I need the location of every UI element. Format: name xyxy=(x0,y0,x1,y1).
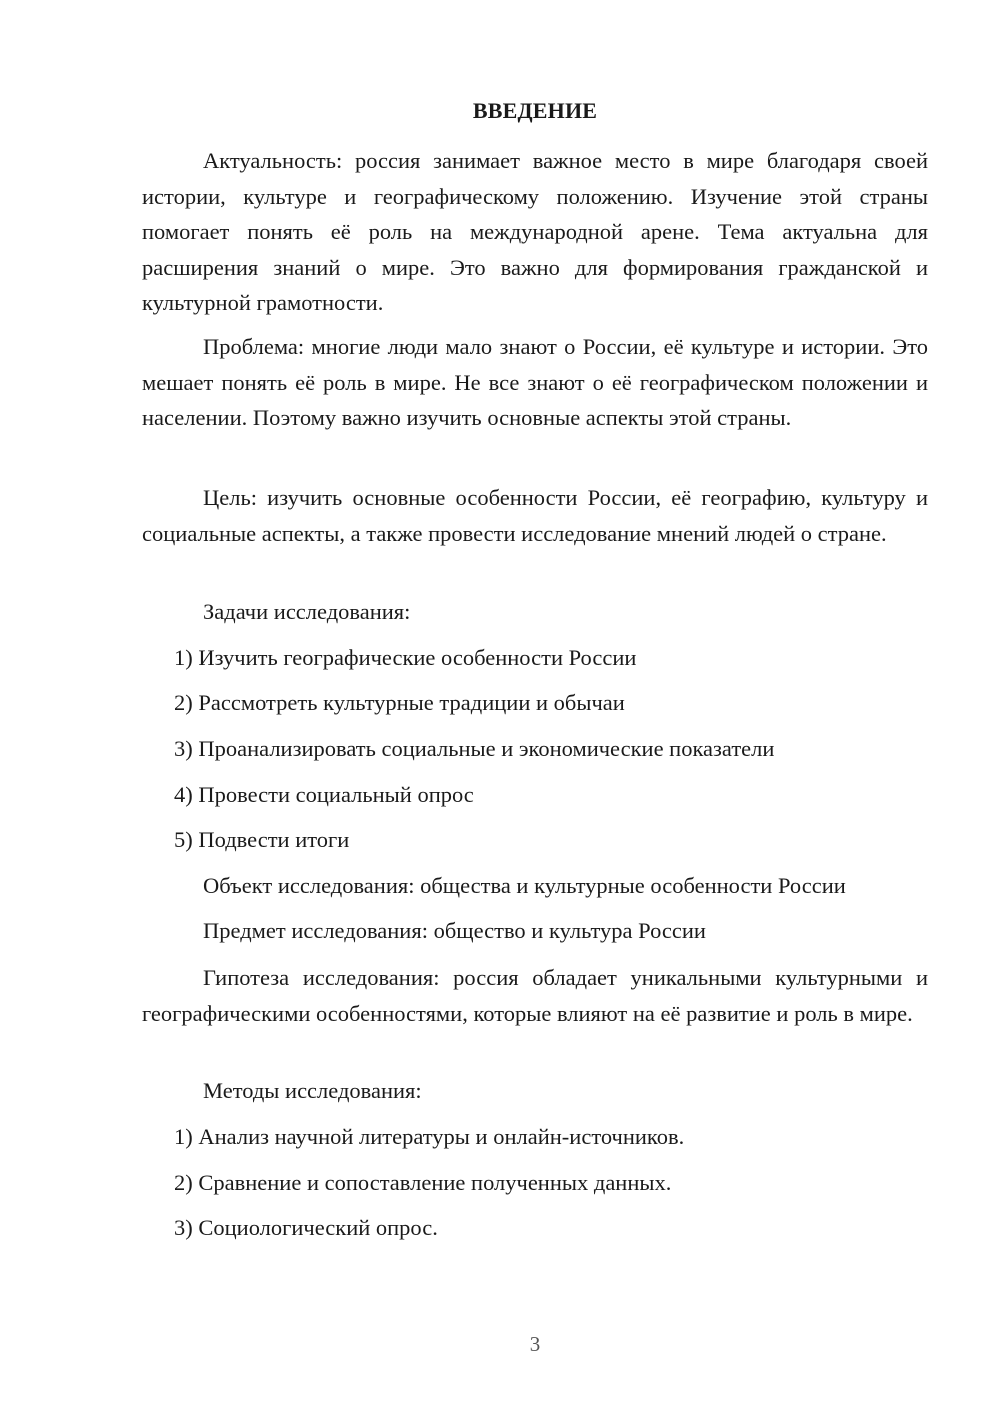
relevance-paragraph: Актуальность: россия занимает важное место в мире благодаря своей истории, культуре и географическому положению. Изучение этой страны помогает понять её роль на международной арене. Тема актуальна для расширения знаний о мире. Это важно для формирования гражданской и культурной грамотности. xyxy=(142,148,928,315)
method-item: 3) Социологический опрос. xyxy=(174,1215,438,1240)
research-object: Объект исследования: общества и культурные особенности России xyxy=(203,873,846,898)
page-number: 3 xyxy=(529,1332,541,1356)
method-item: 2) Сравнение и сопоставление полученных данных. xyxy=(174,1170,672,1195)
hypothesis-paragraph: Гипотеза исследования: россия обладает уникальными культурными и географическими особенностями, которые влияют на её развитие и роль в мире. xyxy=(142,965,928,1026)
task-item: 5) Подвести итоги xyxy=(174,827,350,852)
task-item: 1) Изучить географические особенности России xyxy=(174,645,637,670)
tasks-heading: Задачи исследования: xyxy=(203,599,411,624)
task-item: 4) Провести социальный опрос xyxy=(174,782,474,807)
research-subject: Предмет исследования: общество и культура России xyxy=(203,918,706,943)
methods-heading: Методы исследования: xyxy=(203,1078,422,1103)
task-item: 3) Проанализировать социальные и экономические показатели xyxy=(174,736,775,761)
section-title: ВВЕДЕНИЕ xyxy=(472,98,598,123)
document-page xyxy=(142,0,928,1414)
task-item: 2) Рассмотреть культурные традиции и обычаи xyxy=(174,690,625,715)
method-item: 1) Анализ научной литературы и онлайн-источников. xyxy=(174,1124,685,1149)
goal-paragraph: Цель: изучить основные особенности России, её географию, культуру и социальные аспекты, а также провести исследование мнений людей о стране. xyxy=(142,485,928,546)
problem-paragraph: Проблема: многие люди мало знают о России, её культуре и истории. Это мешает понять её роль в мире. Не все знают о её географическом положении и населении. Поэтому важно изучить основные аспекты этой страны. xyxy=(142,334,928,430)
